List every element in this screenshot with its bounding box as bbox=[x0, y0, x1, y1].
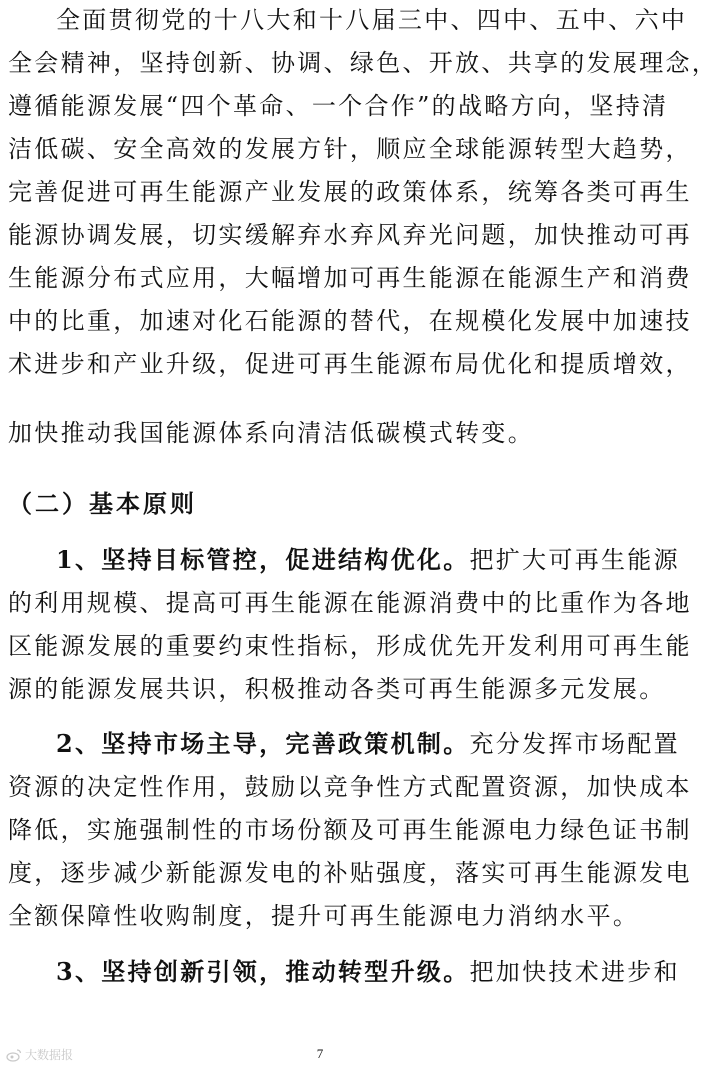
section-heading: （二）基本原则 bbox=[8, 489, 197, 518]
principle-title: 1、坚持目标管控，促进结构优化。 bbox=[56, 545, 470, 574]
paragraph-line: 全面贯彻党的十八大和十八届三中、四中、五中、六中 bbox=[56, 6, 688, 34]
principle-title: 3、坚持创新引领，推动转型升级。 bbox=[56, 957, 470, 986]
principle-first-line bbox=[56, 545, 680, 575]
paragraph-line: 术进步和产业升级，促进可再生能源布局优化和提质增效， bbox=[8, 350, 692, 378]
paragraph-line: 生能源分布式应用，大幅增加可再生能源在能源生产和消费 bbox=[8, 264, 692, 292]
principle-first-line bbox=[56, 729, 680, 759]
principle-first-line bbox=[56, 957, 680, 987]
paragraph-line: 全额保障性收购制度，提升可再生能源电力消纳水平。 bbox=[8, 902, 640, 930]
page-number: 7 bbox=[316, 1046, 324, 1061]
principle-text: 把扩大可再生能源 bbox=[469, 546, 680, 574]
paragraph-line: 的利用规模、提高可再生能源在能源消费中的比重作为各地 bbox=[8, 589, 692, 617]
paragraph-line: 加快推动我国能源体系向清洁低碳模式转变。 bbox=[8, 419, 534, 447]
paragraph-line: 遵循能源发展“四个革命、一个合作”的战略方向，坚持清 bbox=[8, 92, 669, 120]
paragraph-line: 降低，实施强制性的市场份额及可再生能源电力绿色证书制 bbox=[8, 816, 692, 844]
paragraph-line: 区能源发展的重要约束性指标，形成优先开发利用可再生能 bbox=[8, 632, 692, 660]
paragraph-line: 全会精神，坚持创新、协调、绿色、开放、共享的发展理念， bbox=[8, 49, 718, 77]
principle-text: 把加快技术进步和 bbox=[469, 958, 680, 986]
paragraph-line: 完善促进可再生能源产业发展的政策体系，统筹各类可再生 bbox=[8, 178, 692, 206]
paragraph-line: 能源协调发展，切实缓解弃水弃风弃光问题，加快推动可再 bbox=[8, 221, 692, 249]
paragraph-line: 源的能源发展共识，积极推动各类可再生能源多元发展。 bbox=[8, 675, 666, 703]
paragraph-line: 资源的决定性作用，鼓励以竞争性方式配置资源，加快成本 bbox=[8, 773, 692, 801]
watermark-text: 大数据报 bbox=[25, 1048, 74, 1062]
principle-text: 充分发挥市场配置 bbox=[469, 730, 680, 758]
paragraph-line: 度，逐步减少新能源发电的补贴强度，落实可再生能源发电 bbox=[8, 859, 692, 887]
paragraph-line: 中的比重，加速对化石能源的替代，在规模化发展中加速技 bbox=[8, 307, 692, 335]
principle-title: 2、坚持市场主导，完善政策机制。 bbox=[56, 729, 470, 758]
paragraph-line: 洁低碳、安全高效的发展方针，顺应全球能源转型大趋势， bbox=[8, 135, 692, 163]
